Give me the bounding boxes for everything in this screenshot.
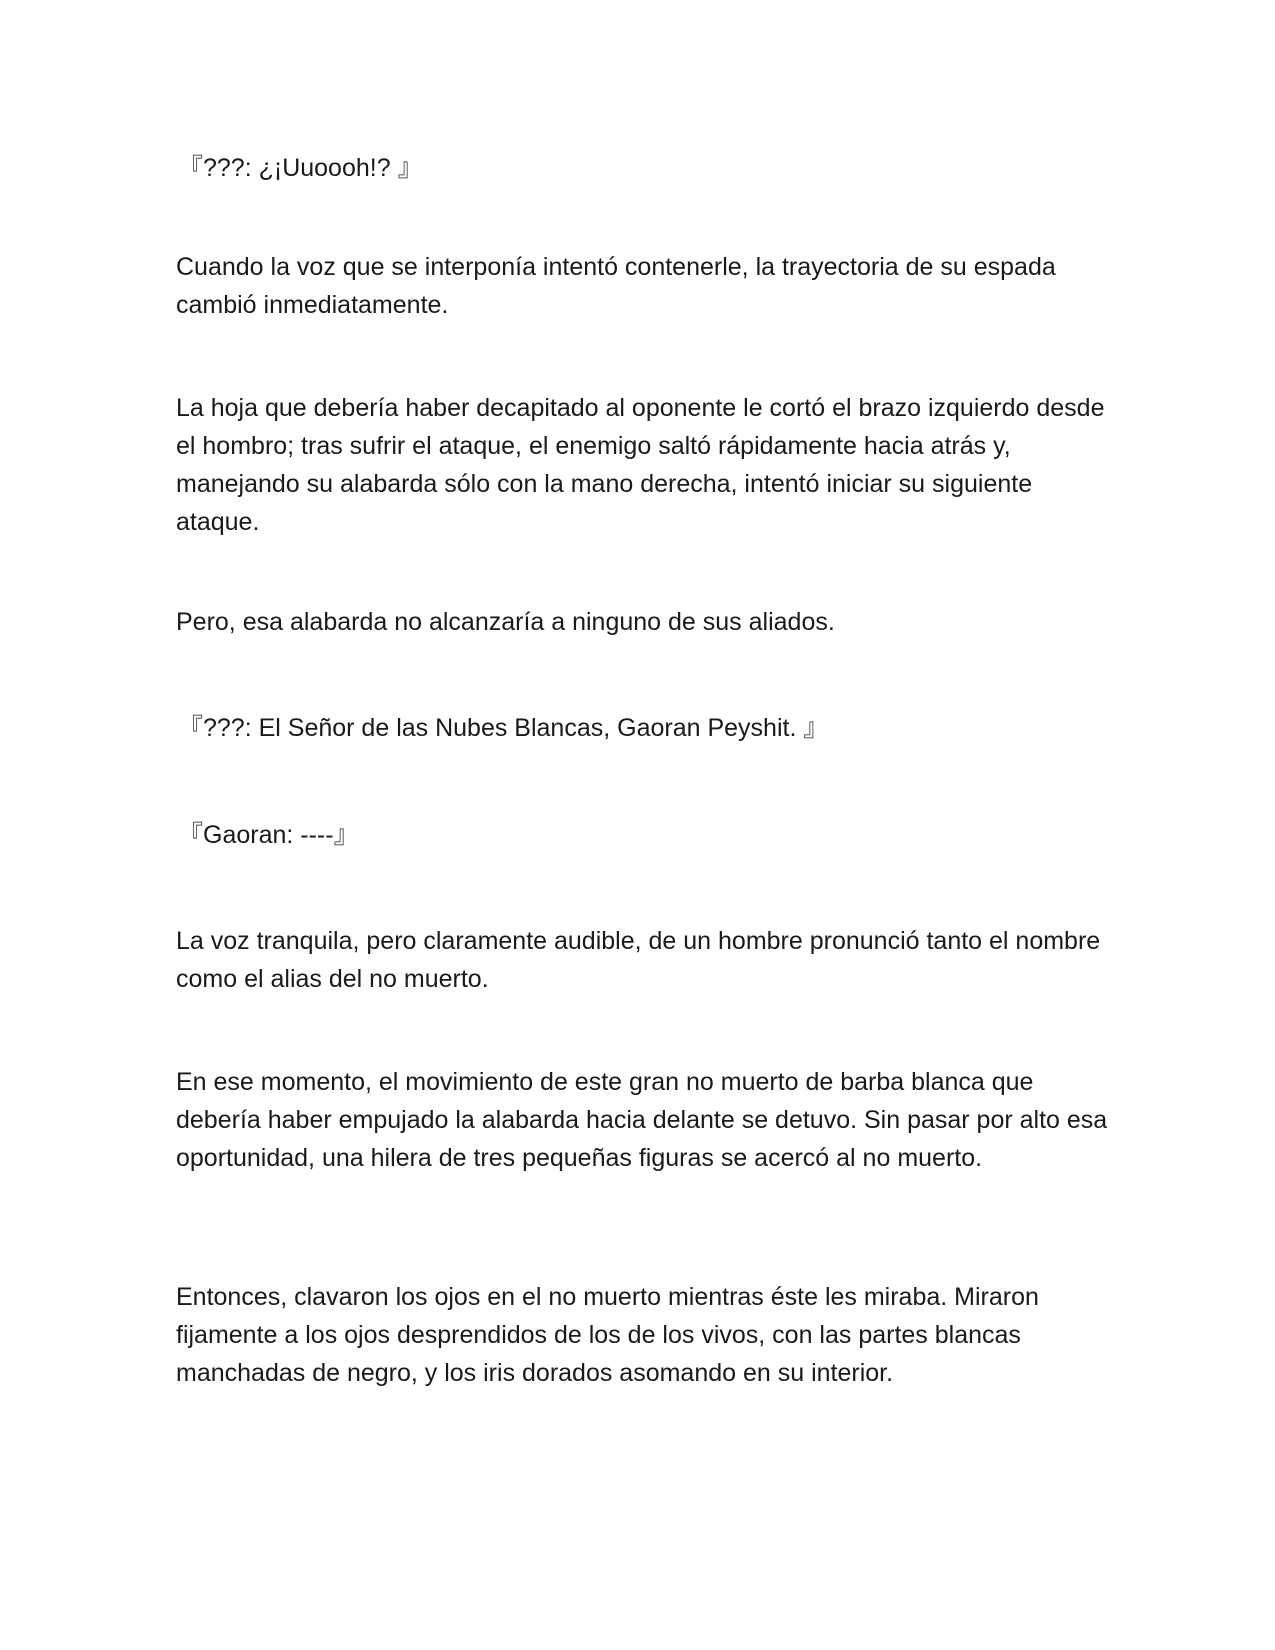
paragraph: Entonces, clavaron los ojos en el no muerto mientras éste les miraba. Miraron fijamente a los ojos desprendidos de los de los vivos, con las partes blancas manchadas de negro, y los iris dorados asomando en su interior. bbox=[176, 1283, 1039, 1387]
paragraph: Cuando la voz que se interponía intentó contenerle, la trayectoria de su espada cambió inmediatamente. bbox=[176, 253, 1056, 319]
dialogue-line: 『Gaoran: ----』 bbox=[178, 821, 359, 849]
dialogue-line: 『???: El Señor de las Nubes Blancas, Gaoran Peyshit. 』 bbox=[178, 714, 829, 742]
paragraph: La voz tranquila, pero claramente audible, de un hombre pronunció tanto el nombre como el alias del no muerto. bbox=[176, 927, 1101, 993]
paragraph: Pero, esa alabarda no alcanzaría a ninguno de sus aliados. bbox=[176, 608, 835, 636]
dialogue-line: 『???: ¿¡Uuoooh!? 』 bbox=[178, 154, 423, 182]
paragraph: En ese momento, el movimiento de este gran no muerto de barba blanca que debería haber empujado la alabarda hacia delante se detuvo. Sin pasar por alto esa oportunidad, una hilera de tres pequeñas figuras se acercó al no muerto. bbox=[176, 1068, 1108, 1172]
paragraph: La hoja que debería haber decapitado al oponente le cortó el brazo izquierdo desde el hombro; tras sufrir el ataque, el enemigo saltó rápidamente hacia atrás y, manejando su alabarda sólo con la mano derecha, intentó iniciar su siguiente ataque. bbox=[176, 394, 1105, 536]
